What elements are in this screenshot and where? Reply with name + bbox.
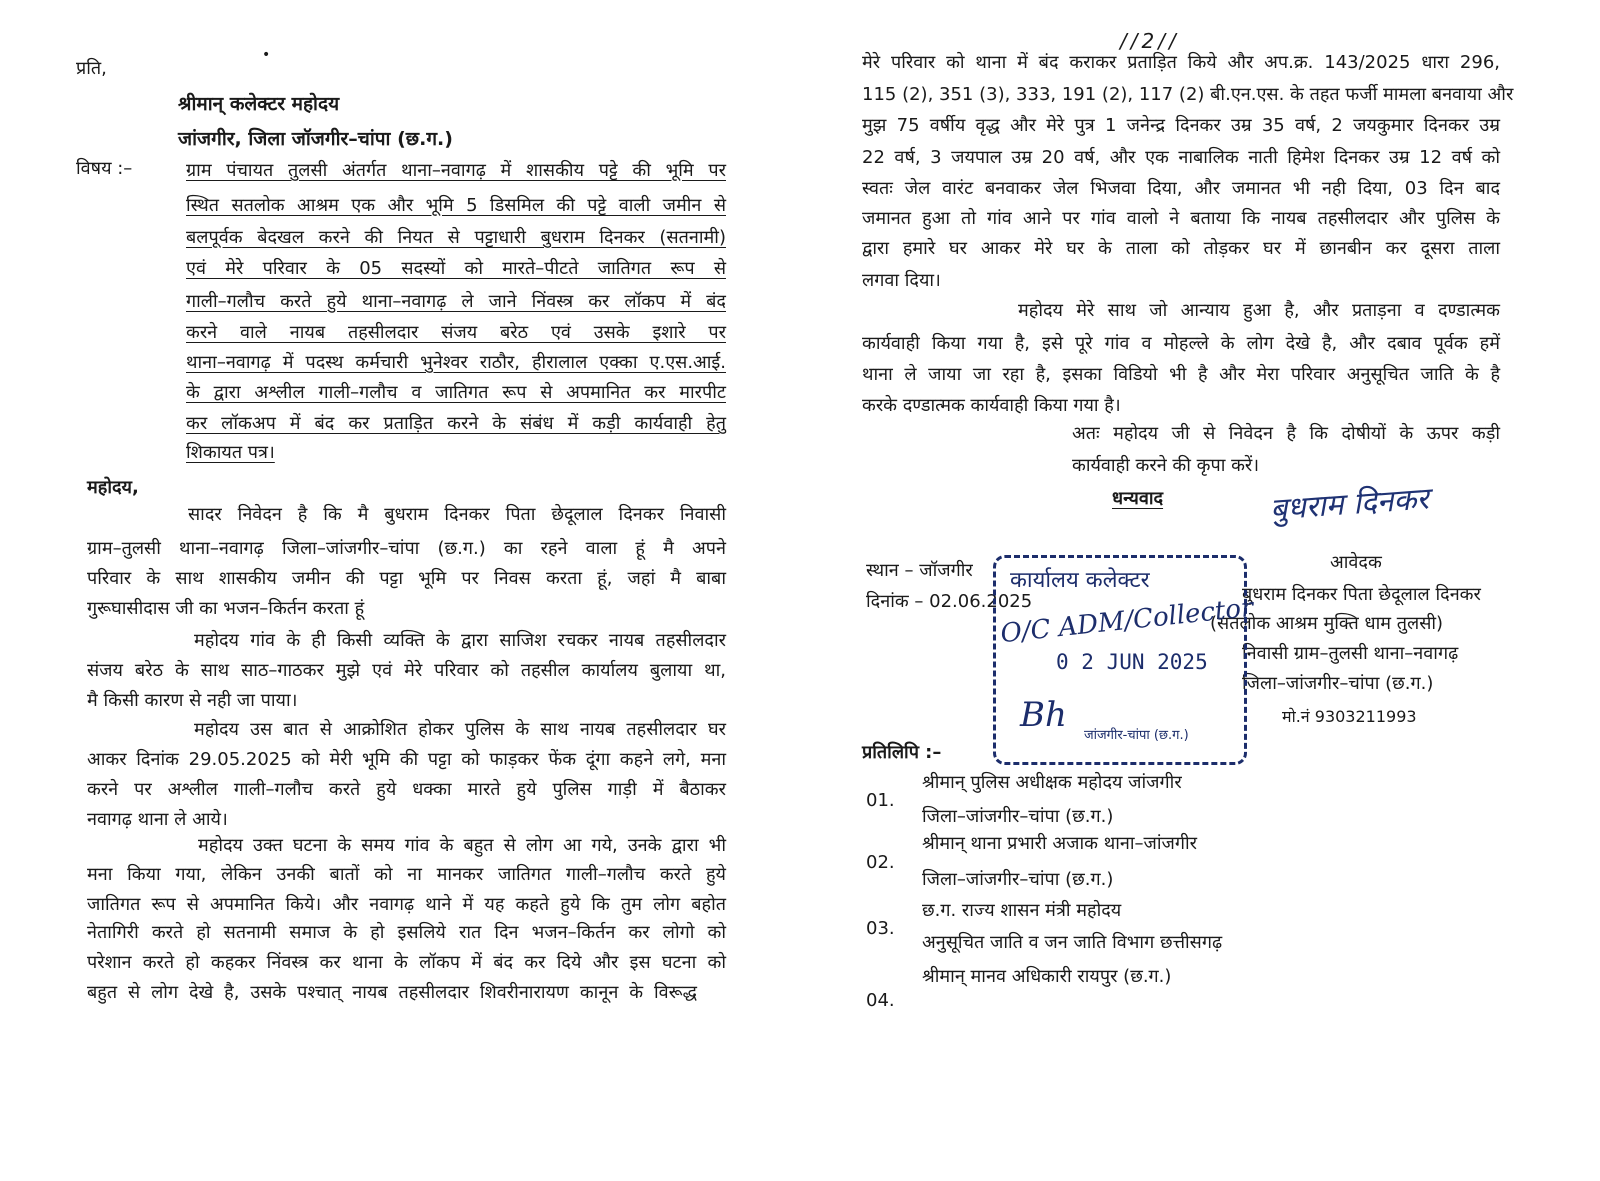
copy-number: 01. bbox=[866, 790, 895, 811]
place-line: स्थान – जॉजगीर bbox=[866, 560, 973, 581]
applicant-label: आवेदक bbox=[1330, 552, 1382, 573]
copy-label: प्रतिलिपि :– bbox=[862, 742, 942, 763]
stamp-place: जांजगीर-चांपा (छ.ग.) bbox=[1084, 728, 1189, 743]
applicant-line: निवासी ग्राम–तुलसी थाना–नवागढ़ bbox=[1242, 643, 1459, 664]
body-line: जमानत हुआ तो गांव आने पर गांव वालो ने बताया कि नायब तहसीलदार और पुलिस के bbox=[862, 208, 1500, 229]
addressee-line-2: जांजगीर, जिला जॉजगीर–चांपा (छ.ग.) bbox=[178, 128, 453, 150]
body-line: नवागढ़ थाना ले आये। bbox=[87, 809, 228, 830]
body-line: मना किया गया, लेकिन उनकी बातों को ना मानकर जातिगत गाली–गलौच करते हुये bbox=[87, 864, 726, 885]
body-line: द्वारा हमारे घर आकर मेरे घर के ताला को तोड़कर घर में छानबीन कर दूसरा ताला bbox=[862, 238, 1500, 259]
dot-mark: • bbox=[262, 47, 271, 63]
body-line: नेतागिरी करते हो सतनामी समाज के हो इसलिये रात दिन भजन–किर्तन कर लोगो को bbox=[87, 922, 726, 943]
body-line: 115 (2), 351 (3), 333, 191 (2), 117 (2) बी.एन.एस. के तहत फर्जी मामला बनवाया और bbox=[862, 84, 1514, 105]
body-line: मुझ 75 वर्षीय वृद्ध और मेरे पुत्र 1 जनेन्द्र दिनकर उम्र 35 वर्ष, 2 जयकुमार दिनकर उम्र bbox=[862, 115, 1500, 136]
subject-line: बलपूर्वक बेदखल करने की नियत से पट्टाधारी बुधराम दिनकर (सतनामी) bbox=[186, 227, 726, 248]
body-line: जातिगत रूप से अपमानित किये। और नवागढ़ थाने में यह कहते हुये कि तुम लोग बहोत bbox=[87, 894, 726, 915]
body-line: महोदय उक्त घटना के समय गांव के बहुत से लोग आ गये, उनके द्वारा भी bbox=[198, 835, 726, 856]
body-line: स्वतः जेल वारंट बनवाकर जेल भिजवा दिया, और जमानत भी नही दिया, 03 दिन बाद bbox=[862, 178, 1500, 199]
to-label: प्रति, bbox=[76, 58, 107, 79]
applicant-line: बुधराम दिनकर पिता छेदूलाल दिनकर bbox=[1242, 584, 1481, 605]
body-line: परिवार के साथ शासकीय जमीन की पट्टा भूमि पर निवस करता हूं, जहां मै बाबा bbox=[87, 568, 726, 589]
applicant-signature: बुधराम दिनकर bbox=[1268, 481, 1430, 528]
subject-line: स्थित सतलोक आश्रम एक और भूमि 5 डिसमिल की पट्टे वाली जमीन से bbox=[186, 195, 726, 216]
body-line: 22 वर्ष, 3 जयपाल उम्र 20 वर्ष, और एक नाबालिक नाती हिमेश दिनकर उम्र 12 वर्ष को bbox=[862, 147, 1500, 168]
subject-line: थाना–नवागढ़ में पदस्थ कर्मचारी भुनेश्वर राठौर, हीरालाल एक्का ए.एस.आई. bbox=[186, 352, 726, 373]
body-line: करके दण्डात्मक कार्यवाही किया गया है। bbox=[862, 395, 1121, 416]
body-line: गुरूघासीदास जी का भजन–किर्तन करता हूं bbox=[87, 598, 365, 619]
stamp-date: 0 2 JUN 2025 bbox=[1056, 650, 1208, 674]
copy-number: 03. bbox=[866, 918, 895, 939]
body-line: मै किसी कारण से नही जा पाया। bbox=[87, 690, 298, 711]
body-line: परेशान करते हो कहकर निंवस्त्र कर थाना के लॉकप में बंद कर दिये और इस घटना को bbox=[87, 952, 726, 973]
letter-page-1 bbox=[0, 0, 790, 1181]
copy-number: 04. bbox=[866, 990, 895, 1011]
subject-line: शिकायत पत्र। bbox=[186, 442, 275, 463]
copy-line: श्रीमान् मानव अधिकारी रायपुर (छ.ग.) bbox=[922, 966, 1172, 987]
copy-line: श्रीमान् थाना प्रभारी अजाक थाना–जांजगीर bbox=[922, 833, 1198, 854]
stamp-handwritten: O/C ADM/Collector bbox=[999, 592, 1255, 650]
copy-line: छ.ग. राज्य शासन मंत्री महोदय bbox=[922, 900, 1122, 921]
applicant-line: जिला–जांजगीर–चांपा (छ.ग.) bbox=[1242, 673, 1434, 694]
copy-number: 02. bbox=[866, 852, 895, 873]
body-line: ग्राम–तुलसी थाना–नवागढ़ जिला–जांजगीर–चांपा (छ.ग.) का रहने वाला हूं मै अपने bbox=[87, 538, 726, 559]
subject-line: ग्राम पंचायत तुलसी अंतर्गत थाना–नवागढ़ में शासकीय पट्टे की भूमि पर bbox=[186, 160, 726, 181]
subject-line: करने वाले नायब तहसीलदार संजय बरेठ एवं उसके इशारे पर bbox=[186, 322, 726, 343]
body-line: थाना ले जाया जा रहा है, इसका विडियो भी है और मेरा परिवार अनुसूचित जाति के है bbox=[862, 364, 1500, 385]
date-line: दिनांक – 02.06.2025 bbox=[866, 591, 1033, 612]
stamp-initials: Bh bbox=[1020, 695, 1067, 735]
body-line: मेरे परिवार को थाना में बंद कराकर प्रताड़ित किये और अप.क्र. 143/2025 धारा 296, bbox=[862, 52, 1500, 73]
page-number: //2// bbox=[1120, 29, 1180, 53]
salutation: महोदय, bbox=[87, 477, 139, 498]
copy-line: अनुसूचित जाति व जन जाति विभाग छत्तीसगढ़ bbox=[922, 932, 1223, 953]
copy-line: जिला–जांजगीर–चांपा (छ.ग.) bbox=[922, 806, 1114, 827]
body-line: बहुत से लोग देखे है, उसके पश्चात् नायब तहसीलदार शिवरीनारायण कानून के विरूद्ध bbox=[87, 982, 697, 1003]
applicant-line: मो.नं 9303211993 bbox=[1282, 707, 1417, 726]
body-line: संजय बरेठ के साथ साठ–गाठकर मुझे एवं मेरे परिवार को तहसील कार्यालय बुलाया था, bbox=[87, 660, 726, 681]
body-line: अतः महोदय जी से निवेदन है कि दोषीयों के ऊपर कड़ी bbox=[1072, 423, 1500, 444]
copy-line: श्रीमान् पुलिस अधीक्षक महोदय जांजगीर bbox=[922, 772, 1182, 793]
body-line: महोदय गांव के ही किसी व्यक्ति के द्वारा साजिश रचकर नायब तहसीलदार bbox=[194, 630, 726, 651]
collector-office-stamp bbox=[993, 555, 1255, 765]
thanks: धन्यवाद bbox=[1112, 488, 1164, 509]
subject-line: के द्वारा अश्लील गाली–गलौच व जातिगत रूप से अपमानित कर मारपीट bbox=[186, 382, 726, 403]
subject-line: गाली–गलौच करते हुये थाना–नवागढ़ ले जाने निंवस्त्र कर लॉकप में बंद bbox=[186, 291, 726, 312]
subject-label: विषय :– bbox=[76, 158, 133, 179]
subject-line: एवं मेरे परिवार के 05 सदस्यों को मारते–पीटते जातिगत रूप से bbox=[186, 258, 726, 279]
body-line: करने पर अश्लील गाली–गलौच करते हुये धक्का मारते हुये पुलिस गाड़ी में बैठाकर bbox=[87, 779, 726, 800]
body-line: महोदय मेरे साथ जो आन्याय हुआ है, और प्रताड़ना व दण्डात्मक bbox=[1018, 300, 1500, 321]
copy-line: जिला–जांजगीर–चांपा (छ.ग.) bbox=[922, 869, 1114, 890]
applicant-line: (सतलोक आश्रम मुक्ति धाम तुलसी) bbox=[1210, 613, 1444, 634]
body-line: महोदय उस बात से आक्रोशित होकर पुलिस के साथ नायब तहसीलदार घर bbox=[194, 719, 726, 740]
body-line: सादर निवेदन है कि मै बुधराम दिनकर पिता छेदूलाल दिनकर निवासी bbox=[188, 504, 726, 525]
body-line: कार्यवाही करने की कृपा करें। bbox=[1072, 455, 1260, 476]
subject-line: कर लॉकअप में बंद कर प्रताड़ित करने के संबंध में कड़ी कार्यवाही हेतु bbox=[186, 413, 726, 434]
body-line: आकर दिनांक 29.05.2025 को मेरी भूमि की पट्टा को फाड़कर फेंक दूंगा कहने लगे, मना bbox=[87, 749, 726, 770]
body-line: लगवा दिया। bbox=[862, 270, 941, 291]
addressee-line-1: श्रीमान् कलेक्टर महोदय bbox=[178, 93, 340, 115]
stamp-title: कार्यालय कलेक्टर bbox=[1010, 568, 1150, 593]
body-line: कार्यवाही किया गया है, इसे पूरे गांव व मोहल्ले के लोग देखे है, और दबाव पूर्वक हमें bbox=[862, 333, 1500, 354]
